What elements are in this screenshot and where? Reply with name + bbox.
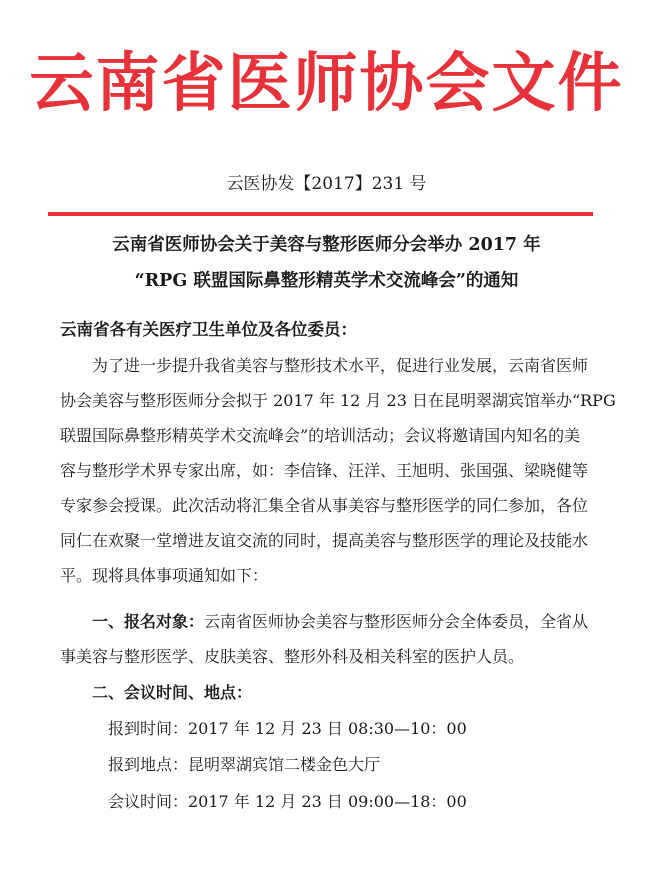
section-2-heading: 二、会议时间、地点： [92,683,253,702]
section-2-item: 报到地点：昆明翠湖宾馆二楼金色大厅 [108,755,381,774]
addressee: 云南省各有关医疗卫生单位及各位委员： [60,320,357,339]
section-1-heading: 一、报名对象： [92,612,205,631]
section-1-line-2: 事美容与整形医学、皮肤美容、整形外科及相关科室的医护人员。 [60,647,525,666]
section-2-item: 会议时间：2017 年 12 月 23 日 09:00—18：00 [108,792,467,811]
document-number: 云医协发【2017】231 号 [226,174,427,194]
paragraph-line: 专家参会授课。此次活动将汇集全省从事美容与整形医学的同仁参加，各位 [60,496,589,515]
notice-title-line-1: 云南省医师协会关于美容与整形医师分会举办 2017 年 [112,235,541,255]
red-divider-rule [48,212,593,216]
letterhead-title: 云南省医师协会文件 [29,47,624,121]
paragraph-line: 联盟国际鼻整形精英学术交流峰会”的培训活动；会议将邀请国内知名的美 [60,426,581,445]
section-1-line-1 [92,610,588,634]
section-1-text: 云南省医师协会美容与整形医师分会全体委员，全省从 [204,612,589,631]
paragraph-line: 同仁在欢聚一堂增进友谊交流的同时，提高美容与整形医学的理论及技能水 [60,531,589,550]
paragraph-line: 容与整形学术界专家出席，如：李信锋、汪洋、王旭明、张国强、梁晓健等 [60,461,589,480]
paragraph-line: 协会美容与整形医师分会拟于 2017 年 12 月 23 日在昆明翠湖宾馆举办“RPG [60,391,616,410]
paragraph-line: 为了进一步提升我省美容与整形技术水平，促进行业发展，云南省医师 [92,356,589,375]
section-2-item: 报到时间：2017 年 12 月 23 日 08:30—10：00 [108,719,467,738]
notice-title-line-2: “RPG 联盟国际鼻整形精英学术交流峰会”的通知 [134,271,519,291]
paragraph-line: 平。现将具体事项通知如下： [60,566,269,585]
